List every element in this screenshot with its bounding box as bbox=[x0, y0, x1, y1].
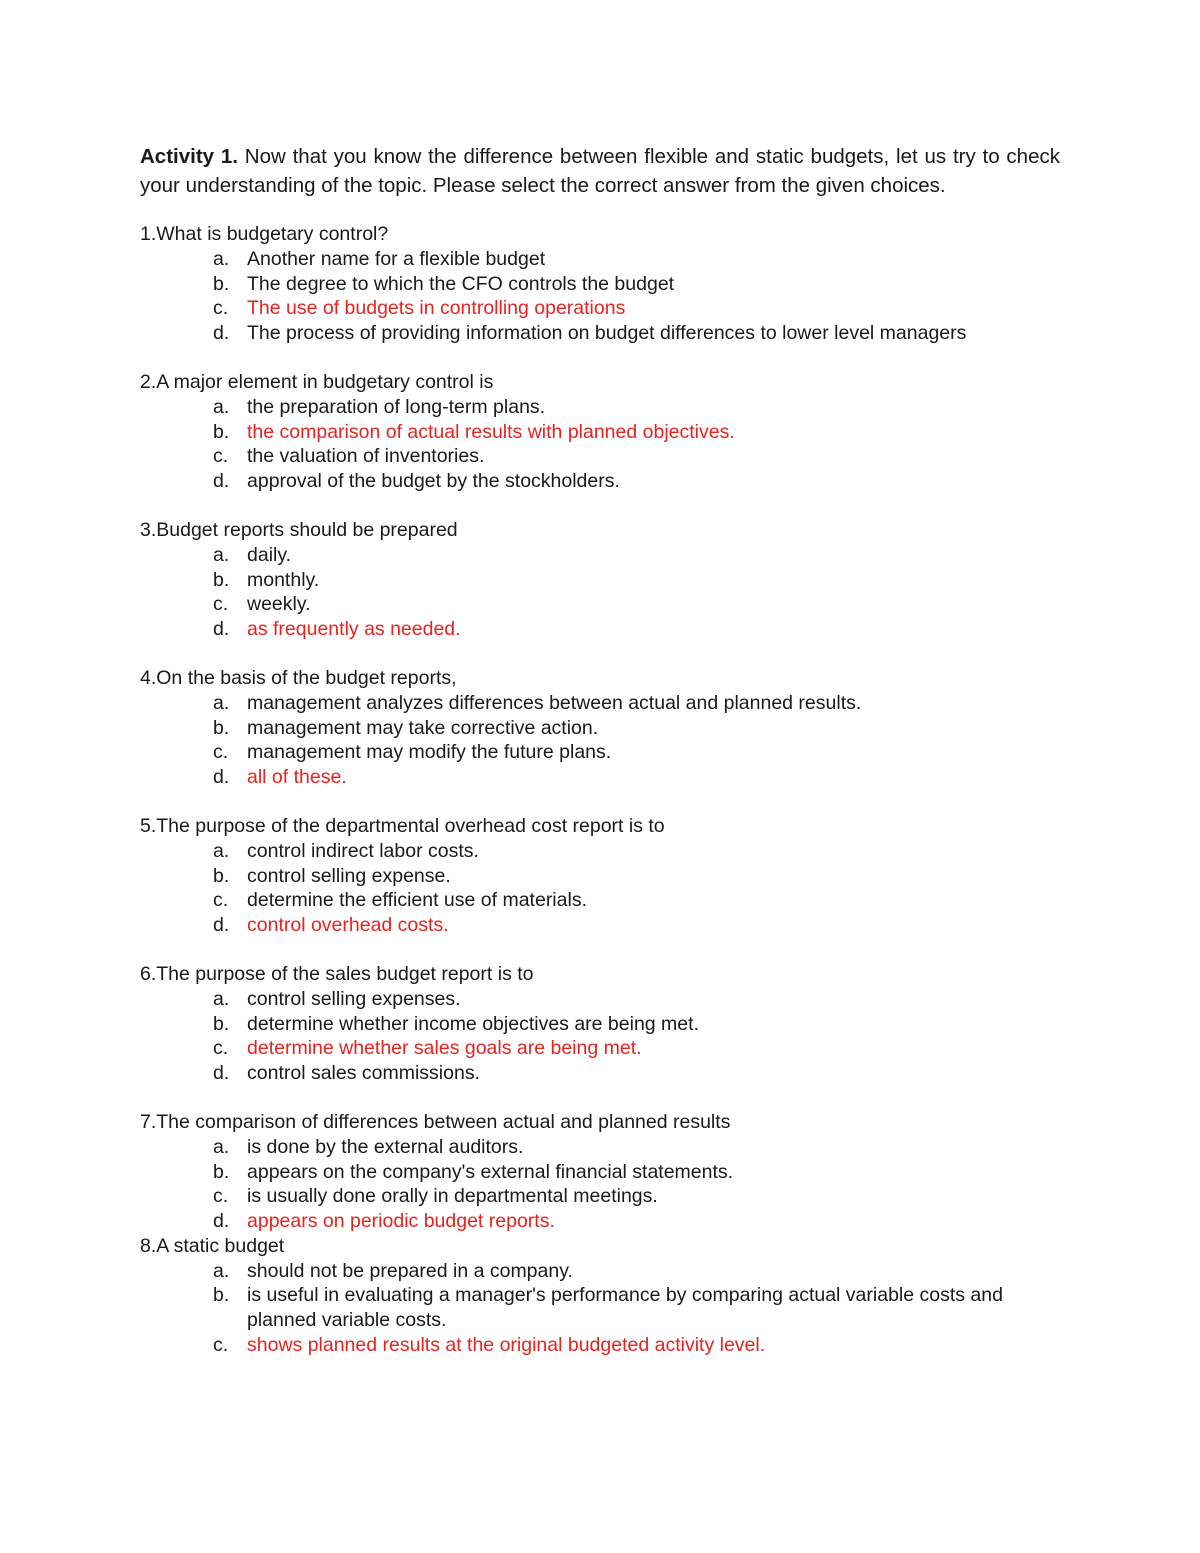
answer-option-b bbox=[140, 864, 1060, 889]
option-letter: b. bbox=[213, 1012, 230, 1035]
question-4 bbox=[140, 666, 1060, 790]
answer-options bbox=[140, 247, 1060, 346]
answer-option-c bbox=[140, 740, 1060, 765]
answer-option-d bbox=[140, 469, 1060, 494]
option-text: is usually done orally in departmental meetings. bbox=[247, 1185, 658, 1208]
option-text: The process of providing information on budget differences to lower level managers bbox=[247, 322, 967, 345]
option-letter: c. bbox=[213, 741, 229, 764]
option-letter: d. bbox=[213, 618, 230, 641]
option-letter: a. bbox=[213, 987, 230, 1010]
option-text: the comparison of actual results with planned objectives. bbox=[247, 420, 735, 443]
option-letter: d. bbox=[213, 1210, 230, 1233]
option-text: approval of the budget by the stockholders. bbox=[247, 470, 620, 493]
option-letter: b. bbox=[213, 568, 230, 591]
option-text: management may modify the future plans. bbox=[247, 741, 612, 764]
option-letter: b. bbox=[213, 1284, 230, 1307]
option-text: management analyzes differences between actual and planned results. bbox=[247, 691, 862, 714]
option-letter: c. bbox=[213, 593, 229, 616]
answer-option-a bbox=[140, 839, 1060, 864]
answer-option-a bbox=[140, 543, 1060, 568]
option-letter: d. bbox=[213, 470, 230, 493]
answer-option-a bbox=[140, 395, 1060, 420]
answer-options bbox=[140, 1135, 1060, 1234]
option-letter: d. bbox=[213, 766, 230, 789]
option-letter: d. bbox=[213, 914, 230, 937]
option-text: control selling expenses. bbox=[247, 987, 461, 1010]
activity-intro bbox=[140, 143, 1060, 200]
option-letter: b. bbox=[213, 716, 230, 739]
option-letter: c. bbox=[213, 1185, 229, 1208]
option-letter: c. bbox=[213, 1334, 229, 1357]
question-3 bbox=[140, 518, 1060, 642]
answer-option-a bbox=[140, 691, 1060, 716]
answer-option-b bbox=[140, 568, 1060, 593]
answer-options bbox=[140, 987, 1060, 1086]
question-text: 7.The comparison of differences between actual and planned results bbox=[140, 1110, 731, 1133]
option-text: control indirect labor costs. bbox=[247, 839, 479, 862]
answer-options bbox=[140, 1259, 1060, 1358]
option-text: determine whether sales goals are being met. bbox=[247, 1037, 642, 1060]
question-text: 5.The purpose of the departmental overhead cost report is to bbox=[140, 814, 665, 837]
question-text: 4.On the basis of the budget reports, bbox=[140, 666, 457, 689]
question-6 bbox=[140, 962, 1060, 1086]
option-text: determine the efficient use of materials. bbox=[247, 889, 587, 912]
option-letter: a. bbox=[213, 691, 230, 714]
answer-option-a bbox=[140, 1135, 1060, 1160]
answer-option-d-correct bbox=[140, 617, 1060, 642]
answer-options bbox=[140, 839, 1060, 938]
question-text: 2.A major element in budgetary control is bbox=[140, 370, 494, 393]
option-letter: a. bbox=[213, 1135, 230, 1158]
option-text: Another name for a flexible budget bbox=[247, 247, 546, 270]
question-7 bbox=[140, 1110, 1060, 1234]
option-text: daily. bbox=[247, 543, 292, 566]
answer-option-b bbox=[140, 716, 1060, 741]
question-text: 3.Budget reports should be prepared bbox=[140, 518, 458, 541]
option-letter: c. bbox=[213, 889, 229, 912]
option-letter: c. bbox=[213, 1037, 229, 1060]
question-text: 6.The purpose of the sales budget report is to bbox=[140, 962, 534, 985]
question-1 bbox=[140, 222, 1060, 346]
option-letter: a. bbox=[213, 1259, 230, 1282]
answer-option-c-correct bbox=[140, 296, 1060, 321]
activity-instructions: Now that you know the difference between flexible and static budgets, let us try to check your understanding of the topic. Please select the correct answer from the given choices. bbox=[140, 145, 1060, 197]
answer-option-c bbox=[140, 888, 1060, 913]
answer-option-a bbox=[140, 1259, 1060, 1284]
option-text: should not be prepared in a company. bbox=[247, 1259, 573, 1282]
answer-option-b-correct bbox=[140, 420, 1060, 445]
activity-heading: Activity 1. bbox=[140, 145, 238, 168]
option-text: monthly. bbox=[247, 568, 320, 591]
option-text: the valuation of inventories. bbox=[247, 445, 485, 468]
option-letter: d. bbox=[213, 1062, 230, 1085]
answer-options bbox=[140, 543, 1060, 642]
document-page bbox=[140, 143, 1060, 1382]
answer-option-d bbox=[140, 321, 1060, 346]
answer-options bbox=[140, 691, 1060, 790]
option-text: as frequently as needed. bbox=[247, 618, 461, 641]
option-text: is useful in evaluating a manager's performance by comparing actual variable costs and planned variable costs. bbox=[247, 1284, 1003, 1332]
option-text: control selling expense. bbox=[247, 864, 451, 887]
option-letter: c. bbox=[213, 297, 229, 320]
option-text: all of these. bbox=[247, 766, 347, 789]
answer-option-b bbox=[140, 1160, 1060, 1185]
question-5 bbox=[140, 814, 1060, 938]
option-text: control sales commissions. bbox=[247, 1062, 480, 1085]
option-text: the preparation of long-term plans. bbox=[247, 395, 546, 418]
answer-option-c bbox=[140, 1184, 1060, 1209]
option-letter: b. bbox=[213, 272, 230, 295]
option-text: appears on the company's external financial statements. bbox=[247, 1160, 734, 1183]
answer-options bbox=[140, 395, 1060, 494]
option-letter: d. bbox=[213, 322, 230, 345]
option-letter: b. bbox=[213, 1160, 230, 1183]
answer-option-b bbox=[140, 1283, 1060, 1333]
option-letter: c. bbox=[213, 445, 229, 468]
option-text: control overhead costs. bbox=[247, 914, 449, 937]
option-text: is done by the external auditors. bbox=[247, 1135, 524, 1158]
option-text: management may take corrective action. bbox=[247, 716, 599, 739]
answer-option-b bbox=[140, 272, 1060, 297]
answer-option-d-correct bbox=[140, 1209, 1060, 1234]
option-letter: a. bbox=[213, 839, 230, 862]
option-text: The use of budgets in controlling operations bbox=[247, 297, 626, 320]
question-2 bbox=[140, 370, 1060, 494]
option-letter: b. bbox=[213, 420, 230, 443]
answer-option-d-correct bbox=[140, 913, 1060, 938]
answer-option-c-correct bbox=[140, 1333, 1060, 1358]
option-letter: a. bbox=[213, 395, 230, 418]
answer-option-d bbox=[140, 1061, 1060, 1086]
option-text: determine whether income objectives are being met. bbox=[247, 1012, 699, 1035]
answer-option-a bbox=[140, 987, 1060, 1012]
question-8 bbox=[140, 1234, 1060, 1358]
answer-option-c bbox=[140, 592, 1060, 617]
option-text: appears on periodic budget reports. bbox=[247, 1210, 555, 1233]
option-letter: a. bbox=[213, 247, 230, 270]
option-text: shows planned results at the original budgeted activity level. bbox=[247, 1334, 766, 1357]
option-letter: a. bbox=[213, 543, 230, 566]
option-text: weekly. bbox=[247, 593, 311, 616]
answer-option-b bbox=[140, 1012, 1060, 1037]
question-text: 8.A static budget bbox=[140, 1234, 285, 1257]
question-text: 1.What is budgetary control? bbox=[140, 223, 389, 245]
answer-option-a bbox=[140, 247, 1060, 272]
answer-option-d-correct bbox=[140, 765, 1060, 790]
answer-option-c-correct bbox=[140, 1036, 1060, 1061]
option-letter: b. bbox=[213, 864, 230, 887]
answer-option-c bbox=[140, 444, 1060, 469]
option-text: The degree to which the CFO controls the budget bbox=[247, 272, 675, 295]
